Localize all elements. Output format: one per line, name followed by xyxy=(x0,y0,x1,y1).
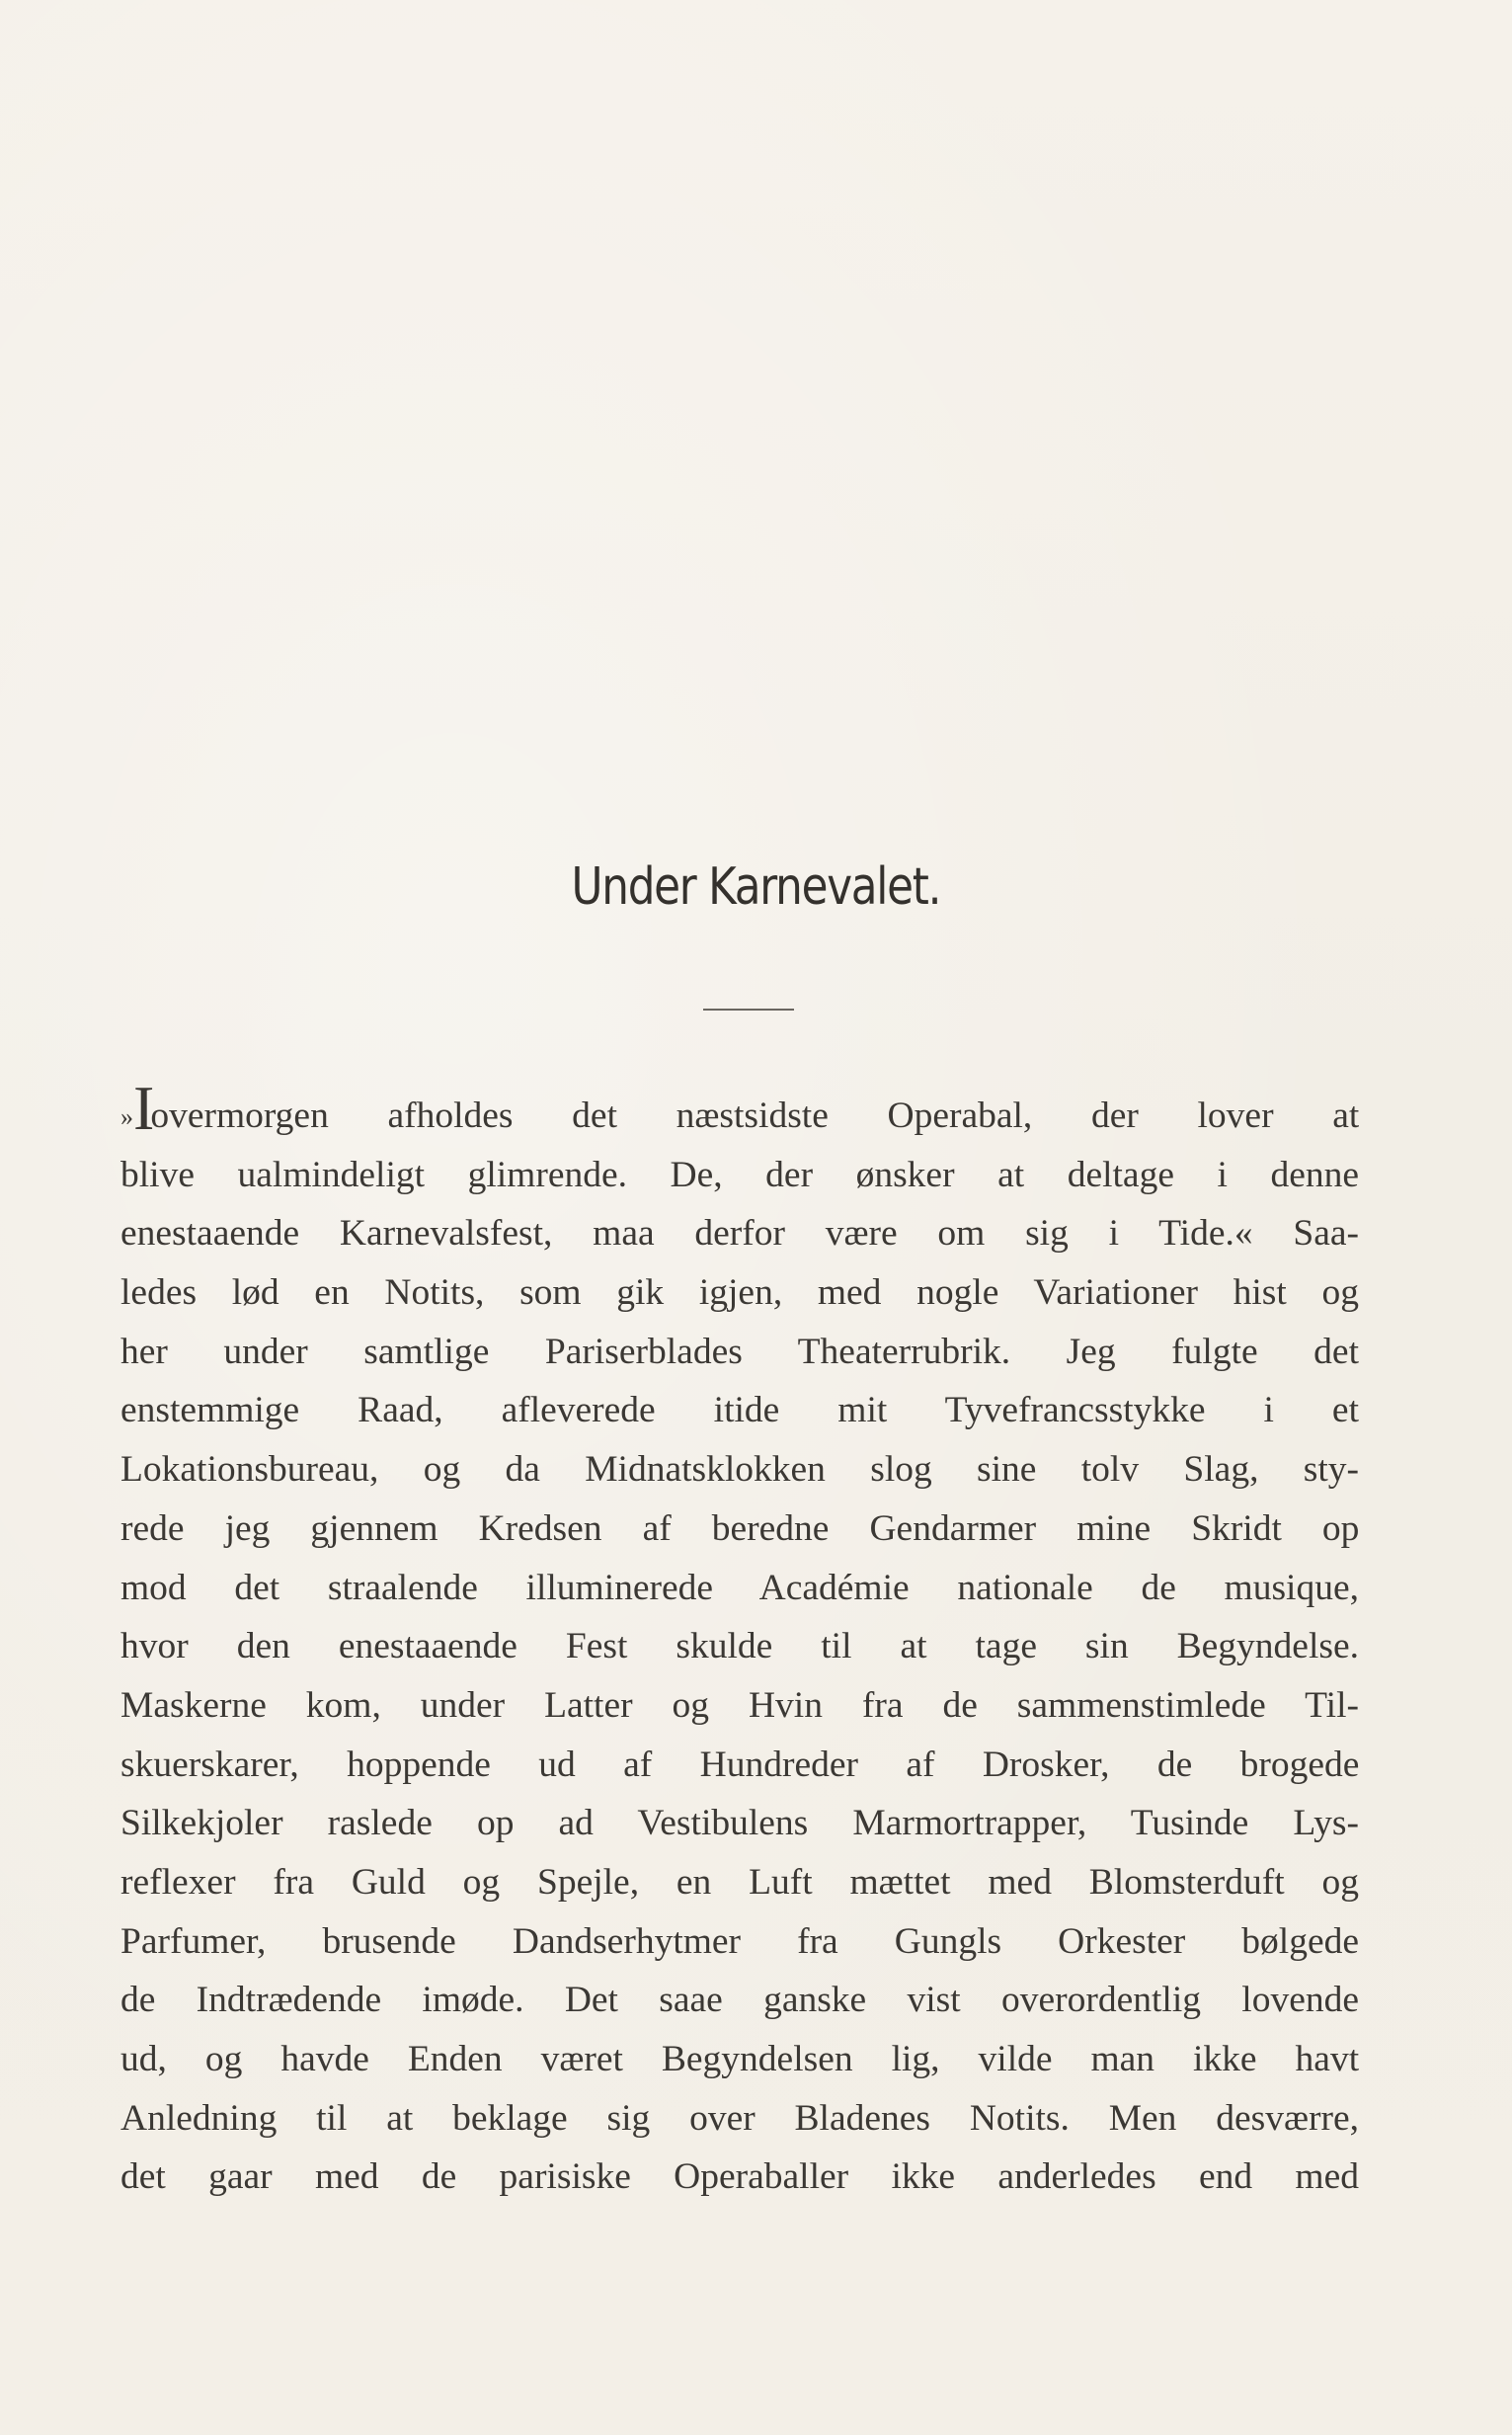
paragraph-line-1 xyxy=(120,1087,1359,1146)
paragraph-line-14: reflexer fra Guld og Spejle, en Luft mættet med Blomsterduft og xyxy=(120,1861,1359,1903)
paragraph-line-12: skuerskarer, hoppende ud af Hundreder af Drosker, de brogede xyxy=(120,1744,1359,1785)
chapter-title: Under Karnevalet. xyxy=(571,857,941,917)
paragraph-line-10: hvor den enestaaende Fest skulde til at tage sin Begyndelse. xyxy=(120,1626,1359,1667)
paragraph-line-7: Lokationsbureau, og da Midnatsklokken slog sine tolv Slag, sty- xyxy=(120,1449,1359,1491)
title-divider xyxy=(703,1009,794,1011)
chapter-paragraph xyxy=(120,1087,1359,2207)
paragraph-line-4: ledes lød en Notits, som gik igjen, med nogle Variationer hist og xyxy=(120,1272,1359,1314)
paragraph-line-16: de Indtrædende imøde. Det saae ganske vist overordentlig lovende xyxy=(120,1980,1359,2021)
paragraph-line-3: enestaaende Karnevalsfest, maa derfor være om sig i Tide.« Saa- xyxy=(120,1213,1359,1255)
paragraph-line-15: Parfumer, brusende Dandserhytmer fra Gungls Orkester bølgede xyxy=(120,1920,1359,1962)
paragraph-line-19: det gaar med de parisiske Operaballer ikke anderledes end med xyxy=(120,2156,1359,2198)
paragraph-line-5: her under samtlige Pariserblades Theaterrubrik. Jeg fulgte det xyxy=(120,1331,1359,1372)
paragraph-line-2: blive ualmindeligt glimrende. De, der ønsker at deltage i denne xyxy=(120,1154,1359,1195)
paragraph-line-11: Maskerne kom, under Latter og Hvin fra de sammenstimlede Til- xyxy=(120,1684,1359,1726)
line-text: overmorgen afholdes det næstsidste Operabal, der lover at xyxy=(150,1096,1359,1136)
paragraph-line-8: rede jeg gjennem Kredsen af beredne Gendarmer mine Skridt op xyxy=(120,1507,1359,1549)
paragraph-line-6: enstemmige Raad, afleverede itide mit Tyvefrancsstykke i et xyxy=(120,1390,1359,1431)
paragraph-line-13: Silkekjoler raslede op ad Vestibulens Marmortrapper, Tusinde Lys- xyxy=(120,1803,1359,1844)
paragraph-line-18: Anledning til at beklage sig over Bladenes Notits. Men desværre, xyxy=(120,2097,1359,2139)
paragraph-line-9: mod det straalende illuminerede Académie nationale de musique, xyxy=(120,1567,1359,1608)
dropcap-letter: I xyxy=(133,1087,151,1143)
paragraph-line-17: ud, og havde Enden været Begyndelsen lig, vilde man ikke havt xyxy=(120,2039,1359,2079)
opening-quote: » xyxy=(120,1102,133,1131)
